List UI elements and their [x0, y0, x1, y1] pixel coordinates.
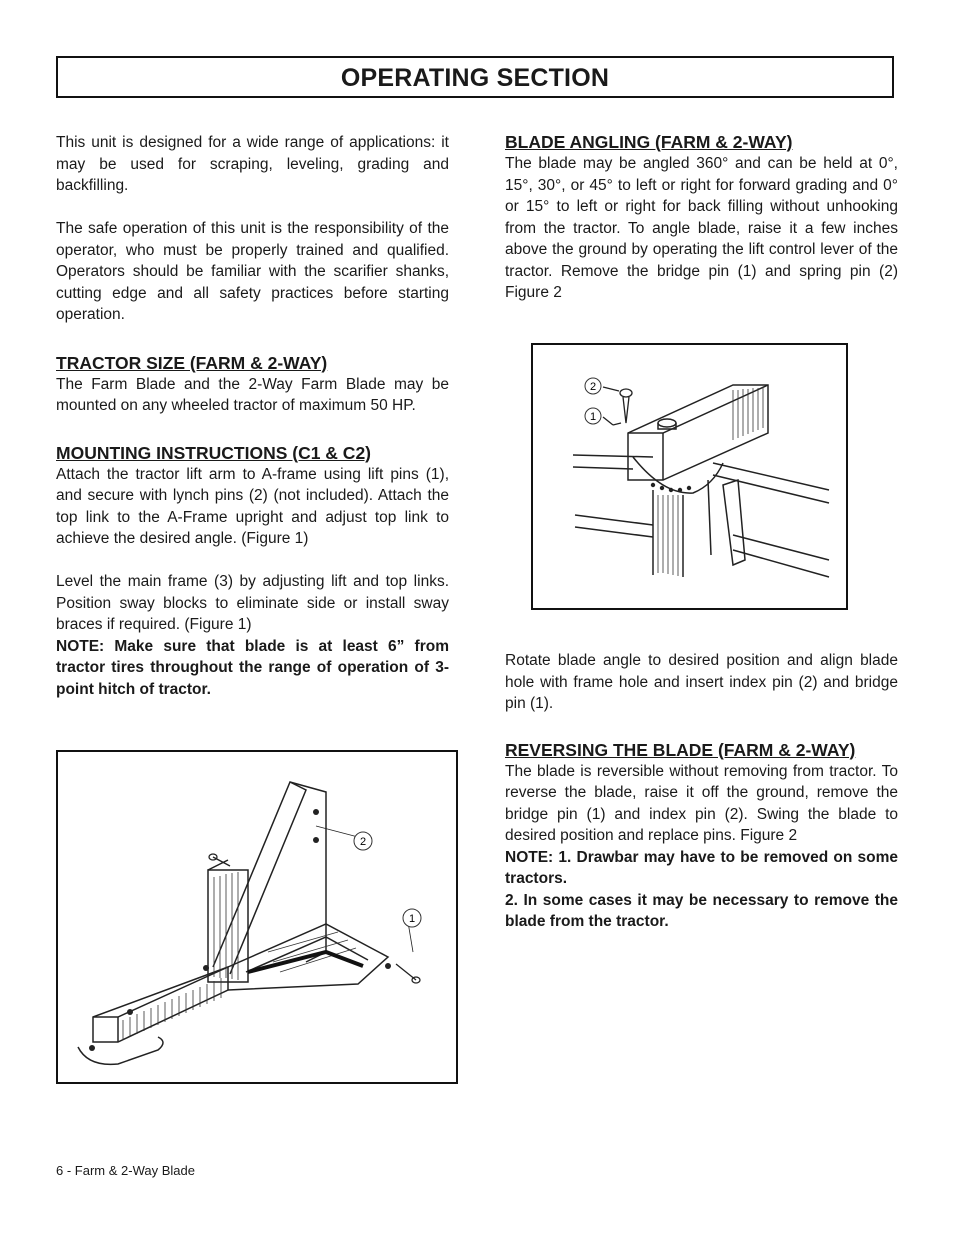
blade-angling-heading: BLADE ANGLING (FARM & 2-WAY): [505, 132, 793, 152]
reversing-note-1: NOTE: 1. Drawbar may have to be removed on some tractors.: [505, 848, 898, 887]
page-footer: 6 - Farm & 2-Way Blade: [56, 1163, 195, 1178]
reversing-paragraph: The blade is reversible without removing from tractor. To reverse the blade, raise it off the ground, remove the bridge pin (1) and index pin (2). Swing the blade to desired position and replace pins. Figure 2: [505, 762, 898, 844]
figure-2-callouts: [585, 378, 601, 424]
left-column: [56, 132, 449, 700]
figure-1-callout-2: 2: [359, 836, 367, 848]
figure-1-a-frame: [56, 750, 458, 1084]
mounting-paragraph-1: Attach the tractor lift arm to A-frame using lift pins (1), and secure with lynch pins (2) (not included). Attach the top link to the A-Frame upright and adjust top link to achieve the desired angle. (Figure 1): [56, 465, 449, 547]
tractor-size-heading: TRACTOR SIZE (FARM & 2-WAY): [56, 352, 328, 373]
mounting-heading: MOUNTING INSTRUCTIONS (C1 & C2): [56, 442, 371, 463]
right-column-top: [505, 131, 898, 304]
title-box: [56, 56, 894, 98]
figure-1-callouts: [354, 832, 421, 927]
figure-1-callout-1: 1: [408, 913, 416, 925]
figure-1-drawing: [58, 752, 456, 1082]
tractor-size-paragraph: The Farm Blade and the 2-Way Farm Blade may be mounted on any wheeled tractor of maximum 50 HP.: [56, 375, 449, 414]
figure-2-blade-pins: [531, 343, 848, 610]
intro-paragraph-1: This unit is designed for a wide range of applications: it may be used for scraping, leveling, grading and backfilling.: [56, 134, 449, 194]
blade-angling-paragraph: The blade may be angled 360° and can be held at 0°, 15°, 30°, or 45° to left or right for forward grading and 0° or 15° to left or right for back filling without unhooking from the tractor. To angle blade, raise it a few inches above the ground by operating the lift control lever of the tractor. Remove the bridge pin (1) and spring pin (2) Figure 2: [505, 155, 898, 301]
figure-2-callout-1: 1: [589, 411, 597, 423]
page-title: OPERATING SECTION: [340, 64, 610, 92]
right-column-bottom: [505, 650, 898, 933]
mounting-note: NOTE: Make sure that blade is at least 6” from tractor tires throughout the range of operation of 3-point hitch of tractor.: [56, 637, 449, 698]
reversing-heading: REVERSING THE BLADE (FARM & 2-WAY): [505, 739, 856, 760]
reversing-note-2: 2. In some cases it may be necessary to remove the blade from the tractor.: [505, 891, 898, 930]
figure-2-drawing: [533, 345, 846, 608]
rotate-paragraph: Rotate blade angle to desired position and align blade hole with frame hole and insert index pin (2) and bridge pin (1).: [505, 652, 898, 712]
mounting-paragraph-2: Level the main frame (3) by adjusting lift and top links. Position sway blocks to eliminate side or install sway braces if required. (Figure 1): [56, 573, 449, 633]
figure-2-callout-2: 2: [589, 381, 597, 393]
intro-paragraph-2: The safe operation of this unit is the responsibility of the operator, who must be properly trained and qualified. Operators should be familiar with the scarifier shanks, cutting edge and all safety practices before starting operation.: [56, 220, 449, 323]
